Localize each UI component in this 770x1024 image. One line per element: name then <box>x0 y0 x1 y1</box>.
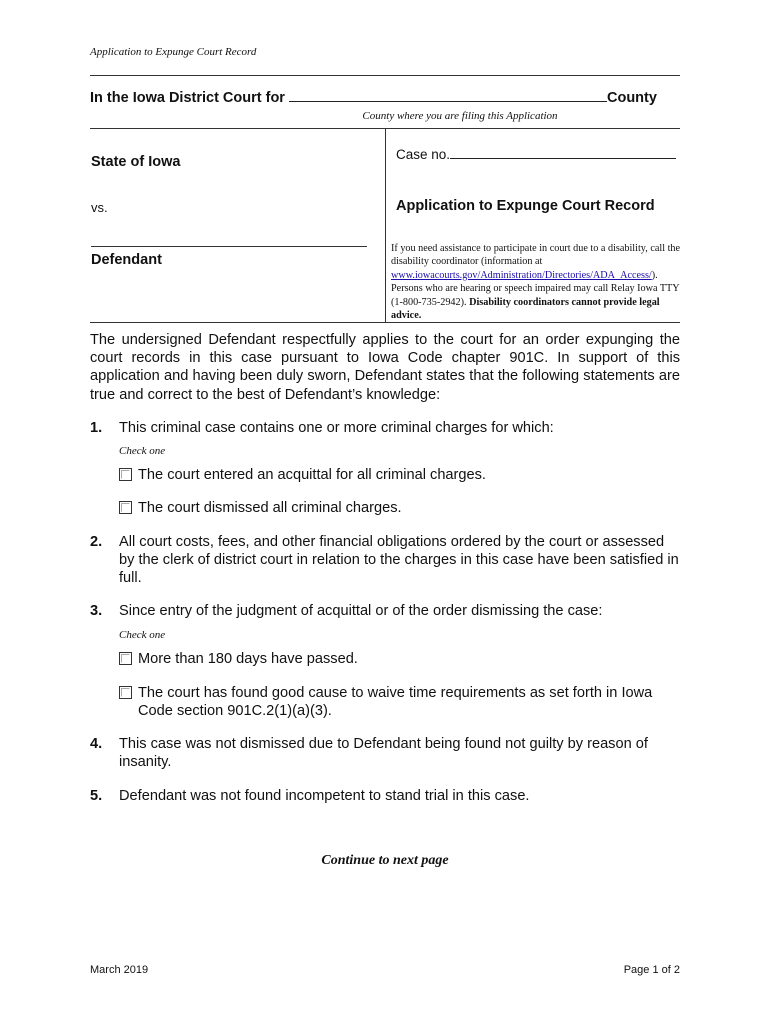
court-prefix: In the Iowa District Court for <box>90 90 285 106</box>
caption-vertical-divider <box>385 128 386 322</box>
checkbox[interactable] <box>119 686 132 699</box>
item-number: 5. <box>90 788 103 804</box>
item-number: 1. <box>90 420 103 436</box>
state-party: State of Iowa <box>91 154 181 170</box>
caption-bottom-divider <box>90 322 680 323</box>
check-one-label: Check one <box>119 445 166 457</box>
ada-text-after: ). Persons who are hearing or speech impaired may call Relay Iowa TTY (1-800-735-2942). <box>391 269 680 308</box>
option-acquittal[interactable] <box>119 466 680 484</box>
option-dismissed[interactable] <box>119 499 680 517</box>
item-text: This criminal case contains one or more criminal charges for which: <box>119 420 554 436</box>
ada-link[interactable]: www.iowacourts.gov/Administration/Directories/ADA_Access/ <box>391 269 652 281</box>
item-1 <box>90 419 680 437</box>
option-label: The court dismissed all criminal charges. <box>138 500 402 516</box>
checkbox[interactable] <box>119 652 132 665</box>
option-label: The court has found good cause to waive time requirements as set forth in Iowa Code section 901C.2(1)(a)(3). <box>138 685 653 720</box>
footer-date: March 2019 <box>90 964 149 976</box>
check-one-label: Check one <box>119 629 166 641</box>
option-180-days[interactable] <box>119 650 680 668</box>
item-text: This case was not dismissed due to Defendant being found not guilty by reason of insanity. <box>119 736 648 771</box>
checkbox[interactable] <box>119 501 132 514</box>
item-number: 4. <box>90 736 103 752</box>
header-divider <box>90 75 680 76</box>
case-number-label: Case no. <box>396 147 451 162</box>
checkbox[interactable] <box>119 468 132 481</box>
item-2 <box>90 533 680 588</box>
item-4 <box>90 735 680 771</box>
option-good-cause[interactable] <box>119 684 680 720</box>
item-number: 2. <box>90 534 103 550</box>
county-blank-field[interactable] <box>289 101 607 102</box>
item-number: 3. <box>90 603 103 619</box>
footer-page-number: Page 1 of 2 <box>623 964 680 976</box>
continue-notice: Continue to next page <box>321 853 449 868</box>
option-label: More than 180 days have passed. <box>138 651 358 667</box>
court-suffix: County <box>606 90 657 106</box>
case-number-field[interactable] <box>450 158 676 159</box>
ada-bold-text: Disability coordinators cannot provide legal advice. <box>391 296 660 322</box>
ada-text-before: If you need assistance to participate in court due to a disability, call the disability coordinator (information at <box>391 243 681 268</box>
county-instruction: County where you are filing this Application <box>362 110 558 122</box>
running-header: Application to Expunge Court Record <box>90 46 257 58</box>
defendant-name-field[interactable] <box>91 246 367 247</box>
item-3 <box>90 602 680 620</box>
item-text: Defendant was not found incompetent to stand trial in this case. <box>119 788 530 804</box>
item-5 <box>90 787 680 805</box>
versus-label: vs. <box>91 200 108 215</box>
intro-paragraph: The undersigned Defendant respectfully applies to the court for an order expunging the court records in this case pursuant to Iowa Code chapter 901C. In support of this application and having been duly sworn, Defendant states that the following statements are true and correct to the best of Defendant’s knowledge: <box>90 332 680 403</box>
ada-notice <box>391 242 681 322</box>
defendant-label: Defendant <box>91 252 162 268</box>
form-title: Application to Expunge Court Record <box>396 198 655 214</box>
case-number <box>396 147 676 162</box>
court-line <box>90 90 657 106</box>
item-text: Since entry of the judgment of acquittal or of the order dismissing the case: <box>119 603 603 619</box>
item-text: All court costs, fees, and other financial obligations ordered by the court or assessed by the clerk of district court in relation to the charges in this case have been satisfied in full. <box>119 534 679 587</box>
option-label: The court entered an acquittal for all criminal charges. <box>138 467 486 483</box>
